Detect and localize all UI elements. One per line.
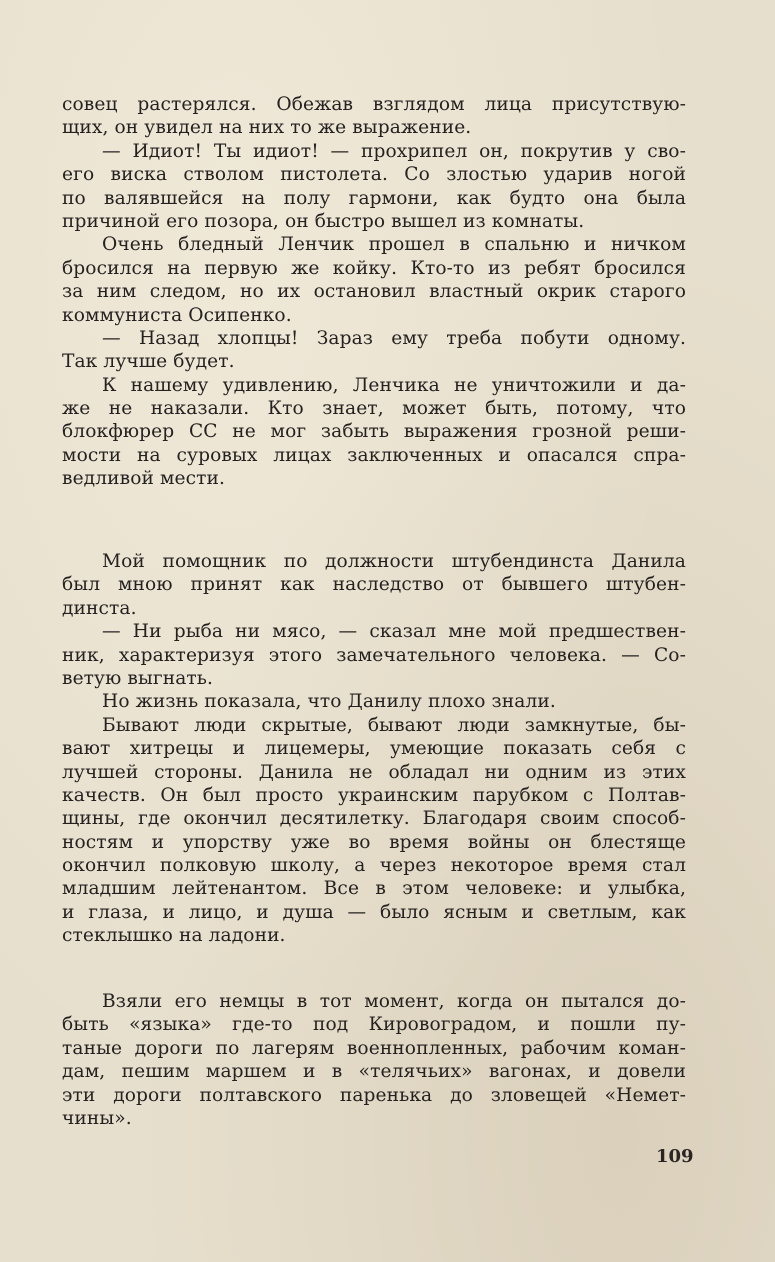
text-line: совец растерялся. Обежав взглядом лица присутствую- [62, 94, 686, 115]
text-line: был мною принят как наследство от бывшего штубен- [62, 574, 686, 596]
text-line: младшим лейтенантом. Все в этом человеке: и улыбка, [62, 878, 686, 900]
text-line: — Идиот! Ты идиот! — прохрипел он, покрутив у сво- [102, 140, 686, 162]
text-line: и глаза, и лицо, и душа — было ясным и светлым, как [62, 901, 686, 923]
text-line: ветую выгнать. [62, 667, 214, 689]
text-line: ведливой мести. [62, 468, 226, 490]
text-line: его виска стволом пистолета. Со злостью ударив ногой [62, 164, 686, 186]
text-line: Бывают люди скрытые, бывают люди замкнутые, бы- [102, 714, 686, 736]
text-line: мости на суровых лицах заключенных и опасался спра- [62, 444, 686, 466]
text-line: Так лучше будет. [62, 351, 235, 373]
text-line: по валявшейся на полу гармони, как будто она была [62, 187, 686, 209]
text-line: Очень бледный Ленчик прошел в спальню и ничком [102, 234, 686, 256]
text-line: причиной его позора, он быстро вышел из комнаты. [62, 210, 585, 232]
text-section-3 [62, 990, 686, 1130]
text-line: лучшей стороны. Данила не обладал ни одним из этих [62, 761, 686, 783]
page-number: 109 [656, 1146, 694, 1167]
text-line: Мой помощник по должности штубендинста Данила [102, 551, 686, 572]
text-line: — Назад хлопцы! Зараз ему треба побути одному. [102, 327, 686, 349]
text-line: таные дороги по лагерям военнопленных, рабочим коман- [62, 1037, 686, 1059]
text-line: качеств. Он был просто украинским парубком с Полтав- [62, 784, 686, 806]
text-line: Но жизнь показала, что Данилу плохо знали. [102, 691, 556, 713]
text-section-1 [62, 93, 686, 491]
text-line: щих, он увидел на них то же выражение. [62, 117, 472, 139]
text-section-2 [62, 550, 686, 948]
text-line: К нашему удивлению, Ленчика не уничтожили и да- [102, 374, 686, 396]
text-line: дам, пешим маршем и в «телячьих» вагонах, и довели [62, 1061, 686, 1083]
text-line: ностям и упорству уже во время войны он блестяще [62, 831, 686, 853]
text-line: щины, где окончил десятилетку. Благодаря своим способ- [62, 808, 686, 830]
text-line: блокфюрер СС не мог забыть выражения грозной реши- [62, 421, 686, 443]
text-line: быть «языка» где-то под Кировоградом, и пошли пу- [62, 1014, 686, 1036]
text-line: коммуниста Осипенко. [62, 304, 292, 326]
text-line: динста. [62, 597, 137, 619]
text-line: стеклышко на ладони. [62, 925, 286, 947]
text-line: эти дороги полтавского паренька до зловещей «Немет- [62, 1084, 686, 1106]
text-line: ник, характеризуя этого замечательного человека. — Со- [62, 644, 686, 666]
text-line: вают хитрецы и лицемеры, умеющие показать себя с [62, 738, 686, 760]
text-line: — Ни рыба ни мясо, — сказал мне мой предшествен- [102, 621, 686, 643]
text-line: бросился на первую же койку. Кто-то из ребят бросился [62, 257, 686, 279]
text-line: чины». [62, 1107, 132, 1129]
text-line: Взяли его немцы в тот момент, когда он пытался до- [102, 991, 686, 1012]
text-line: окончил полковую школу, а через некоторое время стал [62, 855, 686, 877]
text-line: же не наказали. Кто знает, может быть, потому, что [62, 398, 686, 420]
text-line: за ним следом, но их остановил властный окрик старого [62, 281, 686, 303]
